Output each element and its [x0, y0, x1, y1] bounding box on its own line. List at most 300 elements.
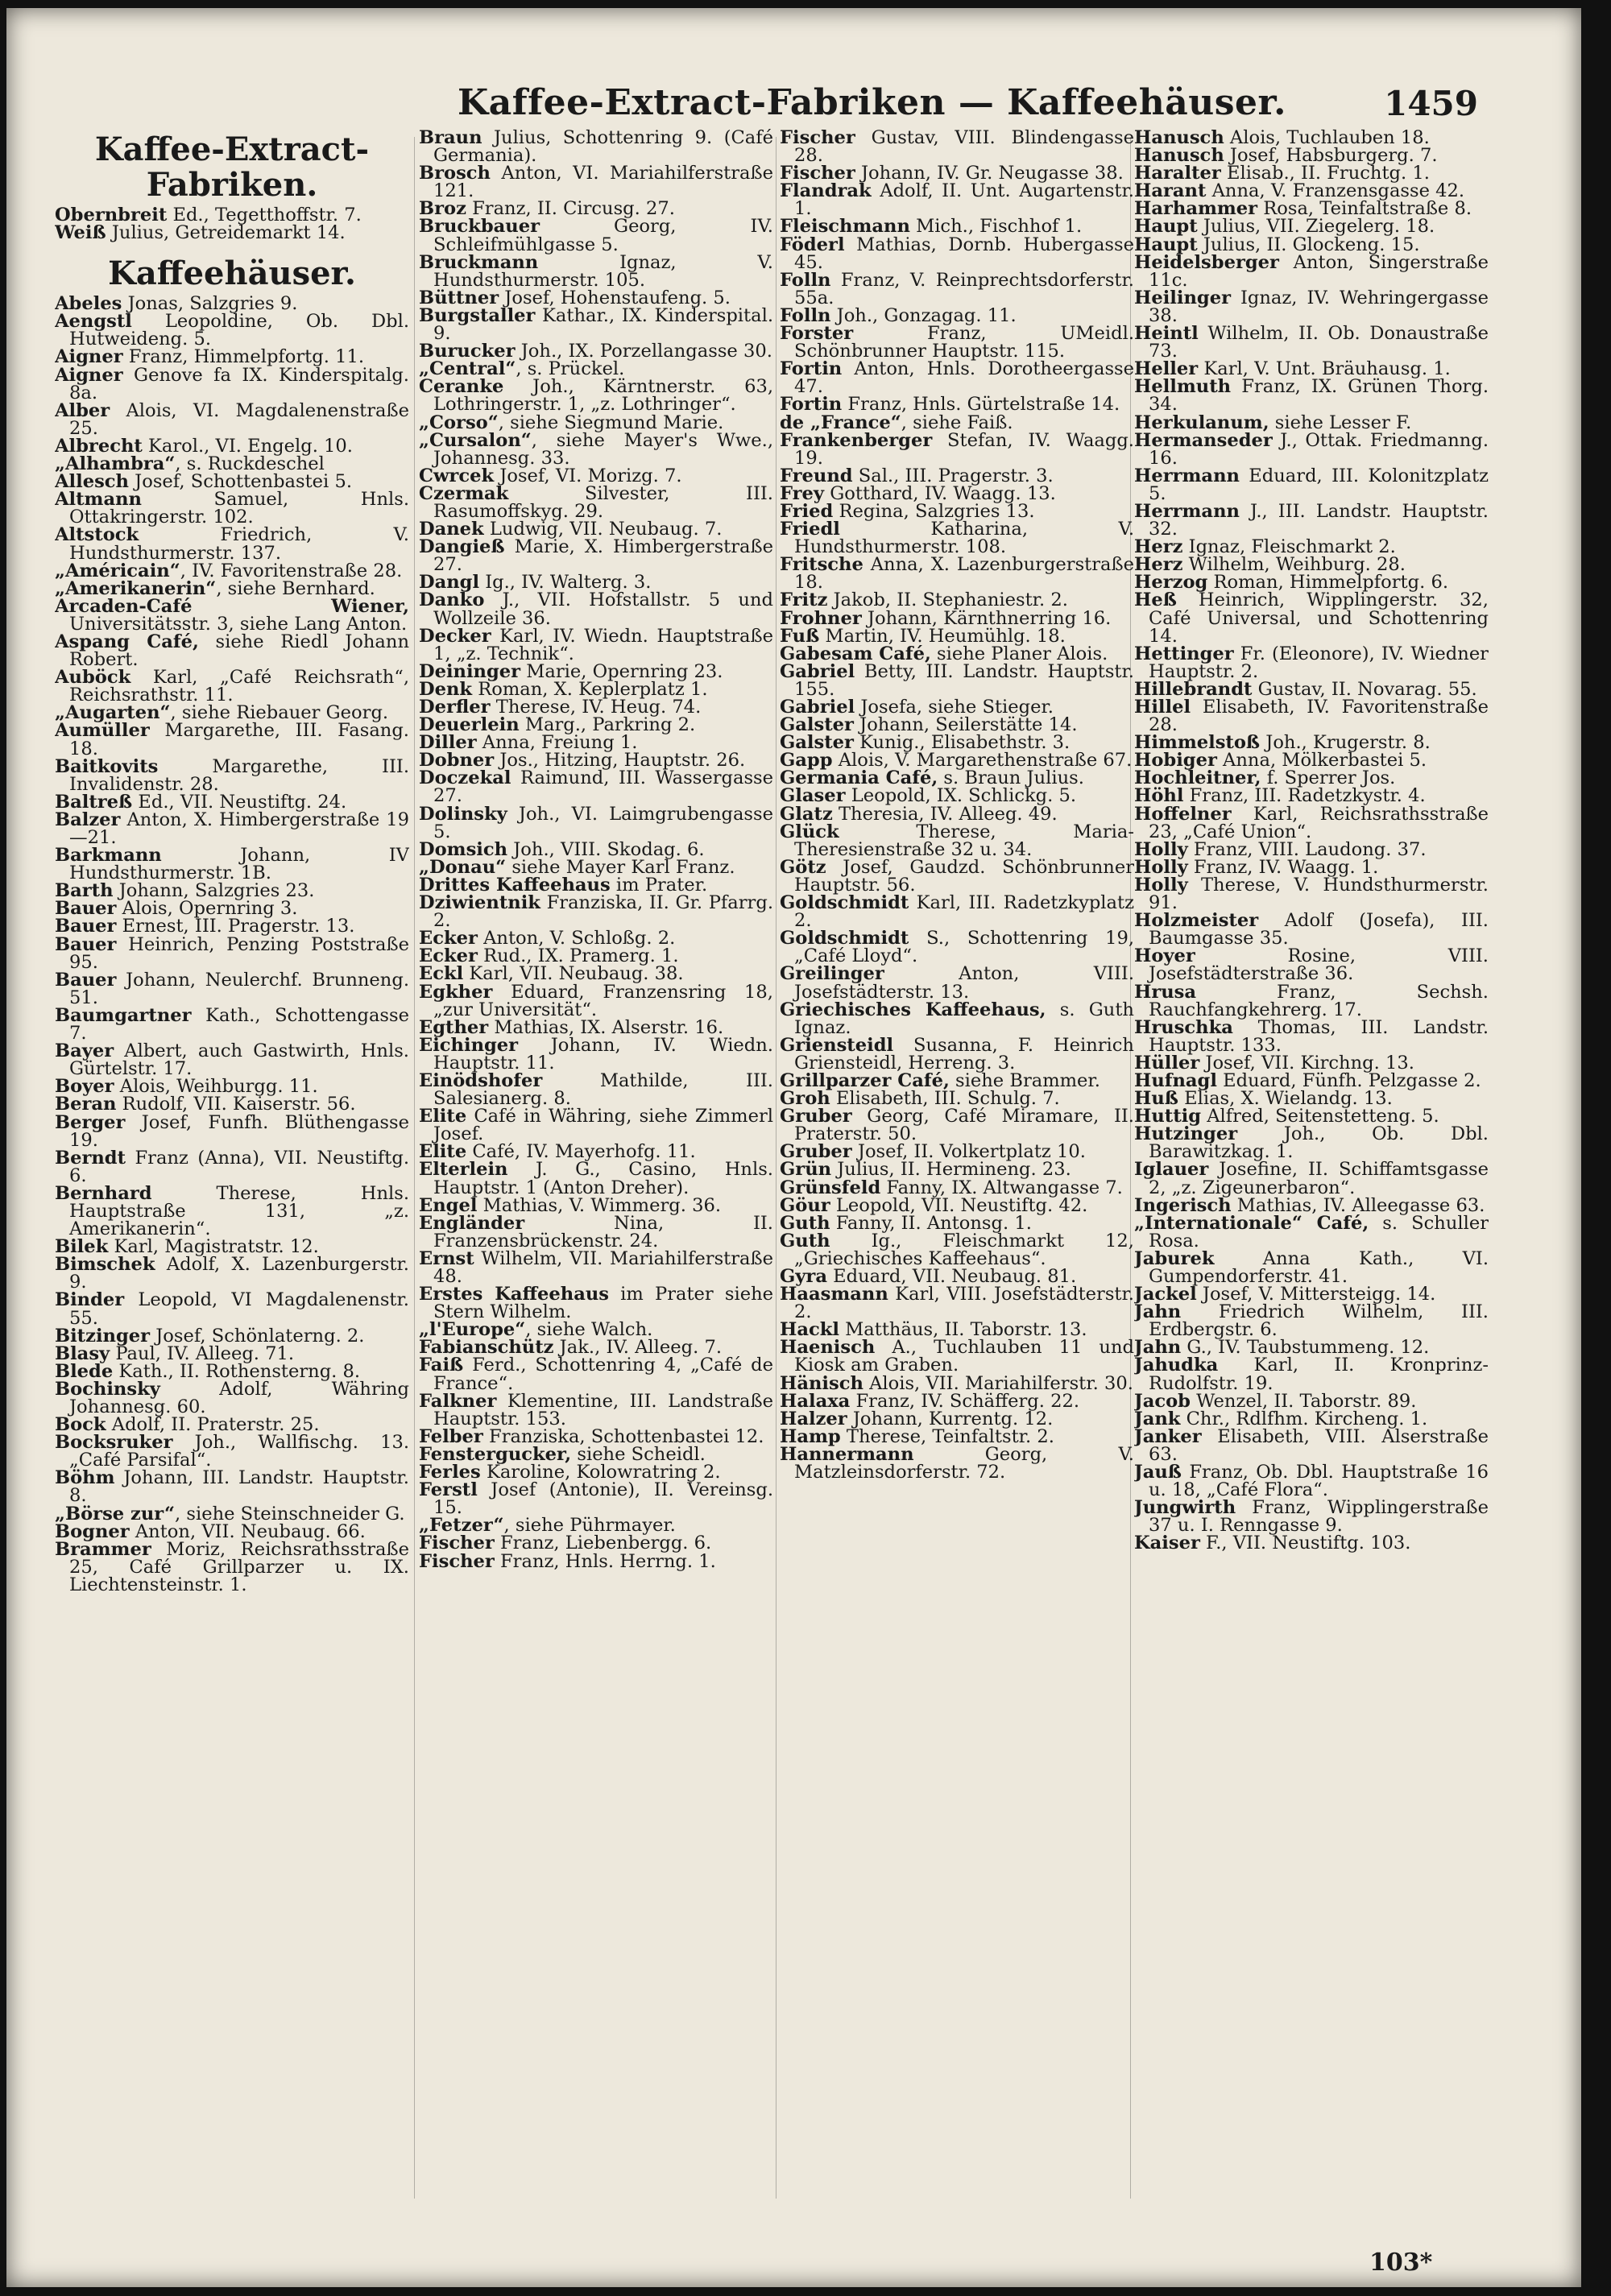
entry-details: Karl, III. Radetzkyplatz 2.: [794, 892, 1134, 932]
entry-name: Brammer: [55, 1538, 151, 1560]
entry-name: Heilinger: [1134, 287, 1231, 308]
entry-details: , siehe Mayer's Wwe., Johannesg. 33.: [433, 429, 773, 469]
entry-name: Aumüller: [55, 720, 150, 742]
directory-entry: [780, 1107, 1134, 1143]
entry-name: Hänisch: [780, 1372, 863, 1394]
running-title: Kaffee-Extract-Fabriken — Kaffeehäuser.: [458, 82, 1286, 123]
entry-details: Anna, Freiung 1.: [476, 732, 638, 754]
directory-entry: [1134, 164, 1489, 182]
directory-entry: [55, 1111, 409, 1151]
directory-entry: [419, 520, 773, 538]
entry-name: Albrecht: [55, 435, 143, 457]
directory-entry: [419, 467, 773, 485]
entries-extract: [55, 206, 409, 242]
entry-details: Wilhelm, II. Ob. Donaustraße 73.: [1149, 323, 1489, 362]
directory-entry: [1134, 236, 1489, 254]
entry-details: f. Sperrer Jos.: [1261, 767, 1396, 789]
entry-name: Elterlein: [419, 1159, 508, 1181]
entry-details: , siehe Steinschneider G.: [175, 1503, 405, 1524]
entry-name: Himmelstoß: [1134, 732, 1261, 754]
entry-details: Katharina, V. Hundsthurmerstr. 108.: [794, 519, 1134, 558]
entry-name: Jaburek: [1134, 1247, 1215, 1269]
entry-details: Jos., Hitzing, Hauptstr. 26.: [494, 750, 746, 772]
directory-entry: [419, 360, 773, 378]
entry-details: Alois, V. Margarethenstraße 67.: [832, 750, 1133, 772]
entry-details: Ignaz, Fleischmarkt 2.: [1182, 536, 1396, 558]
entry-details: Anton, VI. Mariahilferstraße 121.: [433, 163, 773, 202]
entry-name: Freund: [780, 465, 853, 486]
entry-details: im Prater.: [610, 874, 708, 896]
entry-details: Johann, Salzgries 23.: [113, 880, 315, 902]
entry-details: Theresia, IV. Alleeg. 49.: [832, 803, 1058, 825]
entry-details: Eduard, VII. Neubaug. 81.: [826, 1266, 1077, 1287]
directory-entry: [1134, 554, 1489, 576]
directory-entry: [780, 429, 1134, 469]
entry-details: Kath., II. Rothensterng. 8.: [113, 1360, 361, 1382]
entry-name: Forster: [780, 323, 854, 345]
directory-entry: [1134, 1337, 1489, 1359]
directory-entry: [55, 668, 409, 704]
entry-name: Bilek: [55, 1236, 109, 1258]
entry-details: Eduard, III. Kolonitzplatz 5.: [1149, 465, 1489, 504]
directory-entry: [780, 358, 1134, 398]
entry-details: Ed., Tegetthoffstr. 7.: [167, 205, 362, 225]
entry-details: Julius, II. Hermineng. 23.: [831, 1159, 1071, 1181]
directory-entry: [55, 882, 409, 900]
entry-name: Elite: [419, 1106, 467, 1127]
directory-entry: [419, 1319, 773, 1341]
entry-name: Weiß: [55, 222, 106, 244]
entry-details: Chr., Rdlfhm. Kircheng. 1.: [1180, 1408, 1428, 1429]
entry-details: Gotthard, IV. Waagg. 13.: [824, 482, 1056, 504]
entry-details: Josef, Funfh. Blüthengasse 19.: [69, 1111, 409, 1151]
entry-name: Groh: [780, 1088, 830, 1110]
entry-details: im Prater siehe Stern Wilhelm.: [433, 1284, 773, 1323]
entry-details: Anna Kath., VI. Gumpendorferstr. 41.: [1149, 1247, 1489, 1287]
entry-name: Heintl: [1134, 323, 1199, 345]
entry-name: Föderl: [780, 234, 845, 255]
directory-entry: [1134, 912, 1489, 947]
entry-details: Albert, auch Gastwirth, Hnls. Gürtelstr. 17.: [69, 1040, 409, 1080]
entries-col1: [55, 295, 409, 1594]
entry-details: , s. Ruckdeschel: [175, 453, 325, 475]
entry-name: Grün: [780, 1159, 832, 1181]
entry-name: Haasmann: [780, 1284, 888, 1305]
entry-name: Denk: [419, 678, 473, 700]
entry-details: Franz, IX. Grünen Thorg. 34.: [1149, 376, 1489, 416]
entry-details: Ignaz, IV. Wehringergasse 38.: [1149, 287, 1489, 326]
entry-details: Josef, Habsburgerg. 7.: [1224, 145, 1438, 167]
entry-details: Georg, V. Matzleinsdorferstr. 72.: [794, 1443, 1134, 1483]
directory-entry: [55, 524, 409, 564]
entry-name: Jungwirth: [1134, 1497, 1236, 1519]
entry-name: Kaiser: [1134, 1533, 1200, 1554]
directory-entry: [419, 536, 773, 576]
directory-entry: [419, 1194, 773, 1216]
entry-details: Alois, Opernring 3.: [116, 898, 298, 920]
entry-details: Elisabeth, VIII. Alserstraße 63.: [1149, 1425, 1489, 1465]
entry-details: Rud., IX. Pramerg. 1.: [477, 945, 679, 967]
directory-entry: [55, 631, 409, 671]
entry-details: Heinrich, Wipplingerstr. 32, Café Universal, und Schottenring 14.: [1149, 590, 1489, 647]
directory-entry: [55, 846, 409, 882]
entry-name: Haupt: [1134, 234, 1198, 255]
entry-details: Julius, II. Glockeng. 15.: [1197, 234, 1420, 255]
entry-details: Rosa, Teinfaltstraße 8.: [1257, 198, 1472, 220]
entry-details: Paul, IV. Alleeg. 71.: [110, 1342, 295, 1364]
directory-entry: [1134, 1107, 1489, 1125]
entry-details: Anton, VII. Neubaug. 66.: [129, 1520, 366, 1542]
directory-entry: [419, 983, 773, 1019]
entry-details: Franz, Hnls. Herrng. 1.: [494, 1550, 716, 1572]
entry-details: Adolf, II. Unt. Augartenstr. 1.: [794, 180, 1134, 220]
entry-details: Betty, III. Landstr. Hauptstr. 155.: [794, 660, 1134, 700]
entries-col2: [419, 129, 773, 1570]
entry-details: Roman, Himmelpfortg. 6.: [1207, 572, 1449, 594]
entry-details: Alfred, Seitenstetteng. 5.: [1201, 1106, 1439, 1127]
directory-entry: [55, 971, 409, 1007]
entry-name: Fischer: [780, 129, 855, 148]
directory-entry: [419, 429, 773, 469]
entry-name: Galster: [780, 732, 854, 754]
directory-entry: [780, 698, 1134, 716]
directory-entry: [419, 1160, 773, 1196]
entry-name: Jahn: [1134, 1301, 1182, 1323]
entry-details: Jak., IV. Alleeg. 7.: [553, 1337, 722, 1359]
directory-entry: [419, 1479, 773, 1519]
directory-entry: [1134, 1463, 1489, 1499]
entry-name: „Internationale“ Café,: [1134, 1212, 1369, 1234]
directory-entry: [55, 1076, 409, 1098]
directory-entry: [419, 1534, 773, 1552]
directory-entry: [1134, 1410, 1489, 1428]
entry-name: Blede: [55, 1360, 114, 1382]
entry-name: Engel: [419, 1194, 478, 1216]
entry-name: Herrmann: [1134, 500, 1240, 522]
entry-name: Holly: [1134, 874, 1188, 896]
entry-details: J., VII. Hofstallstr. 5 und Wollzeile 36.: [433, 590, 773, 629]
entry-details: J. G., Casino, Hnls. Hauptstr. 1 (Anton Dreher).: [433, 1159, 773, 1198]
directory-entry: [1134, 1301, 1489, 1341]
directory-entry: [1134, 145, 1489, 167]
directory-entry: [780, 732, 1134, 754]
directory-entry: [55, 704, 409, 722]
directory-entry: [419, 1036, 773, 1072]
entry-name: Grünsfeld: [780, 1177, 881, 1198]
directory-entry: [419, 1247, 773, 1287]
entry-details: Mathias, V. Wimmerg. 36.: [477, 1194, 722, 1216]
column-3: [780, 129, 1134, 2223]
entry-details: Josef, II. Volkertplatz 10.: [851, 1141, 1086, 1163]
entry-details: Franz, V. Reinprechtsdorferstr. 55a.: [794, 269, 1134, 308]
entry-name: Engländer: [419, 1212, 525, 1234]
entry-details: siehe Brammer.: [949, 1069, 1100, 1091]
directory-entry: [780, 1194, 1134, 1216]
directory-entry: [55, 206, 409, 224]
directory-entry: [419, 1285, 773, 1321]
entry-name: Heß: [1134, 590, 1177, 611]
entry-details: Rudolf, VII. Kaiserstr. 56.: [116, 1094, 356, 1115]
directory-entry: [1134, 216, 1489, 238]
directory-entry: [780, 1159, 1134, 1181]
directory-entry: [55, 811, 409, 846]
directory-entry: [55, 1342, 409, 1364]
entry-name: Hochleitner,: [1134, 767, 1261, 789]
entry-details: Franz, UMeidl. Schönbrunner Hauptstr. 115.: [794, 323, 1134, 362]
directory-entry: [1134, 538, 1489, 556]
entry-details: Gustav, II. Novarag. 55.: [1252, 678, 1477, 700]
entry-name: Hoffelner: [1134, 803, 1232, 825]
directory-entry: [780, 1443, 1134, 1483]
directory-entry: [419, 716, 773, 734]
directory-page: [6, 8, 1581, 2287]
entry-details: Ernest, III. Pragerstr. 13.: [116, 916, 355, 937]
entry-name: Bauer: [55, 933, 117, 955]
directory-entry: [780, 963, 1134, 1003]
entry-name: „Augarten“: [55, 702, 171, 724]
entry-name: Dziwientnik: [419, 892, 540, 914]
entry-details: Samuel, Hnls. Ottakringerstr. 102.: [69, 489, 409, 528]
entry-name: Dangieß: [419, 536, 505, 558]
entry-name: Doczekal: [419, 767, 511, 789]
entry-details: Anton, Singerstraße 11c.: [1149, 251, 1489, 291]
directory-entry: [780, 750, 1134, 772]
entry-details: Therese, Hnls. Hauptstraße 131, „z. Amerikanerin“.: [69, 1182, 409, 1240]
directory-entry: [55, 898, 409, 920]
entry-details: Joh., VI. Laimgrubengasse 5.: [433, 803, 773, 842]
entry-name: Burucker: [419, 341, 516, 362]
entry-name: Gruber: [780, 1141, 852, 1163]
entry-details: Alois, VII. Mariahilferstr. 30.: [863, 1372, 1133, 1394]
directory-entry: [419, 376, 773, 416]
entry-name: Alber: [55, 399, 110, 421]
directory-entry: [55, 1004, 409, 1045]
entry-name: „Amerikanerin“: [55, 577, 217, 599]
directory-entry: [1134, 1069, 1489, 1091]
entry-name: Frankenberger: [780, 429, 933, 451]
entry-details: Klementine, III. Landstraße Hauptstr. 153.: [433, 1390, 773, 1429]
entry-details: Georg, IV. Schleifmühlgasse 5.: [433, 216, 773, 255]
directory-entry: [780, 769, 1134, 787]
entry-name: Folln: [780, 304, 831, 326]
entry-name: Iglauer: [1134, 1159, 1209, 1181]
directory-entry: [55, 490, 409, 526]
directory-entry: [55, 577, 409, 599]
entry-name: Guth: [780, 1230, 830, 1251]
directory-entry: [1134, 572, 1489, 594]
entry-name: Berger: [55, 1111, 126, 1133]
section-heading-kaffeehaeuser: Kaffeehäuser.: [108, 254, 356, 293]
entry-name: Drittes Kaffeehaus: [419, 874, 611, 896]
directory-entry: [419, 698, 773, 716]
entry-details: Mich., Fischhof 1.: [909, 216, 1083, 238]
entry-name: Dobner: [419, 750, 495, 772]
entry-details: Friedrich, V. Hundsthurmerstr. 137.: [69, 524, 409, 564]
directory-entry: [780, 520, 1134, 556]
directory-entry: [55, 1042, 409, 1078]
entry-name: Hillel: [1134, 697, 1191, 718]
entry-details: Marie, Opernring 23.: [520, 660, 723, 682]
entry-name: Decker: [419, 625, 491, 647]
entry-details: Franz, IV. Schäfferg. 22.: [850, 1390, 1080, 1412]
entry-name: Burgstaller: [419, 304, 536, 326]
entry-name: Fortin: [780, 394, 843, 416]
entry-name: Halaxa: [780, 1390, 851, 1412]
entry-name: Aigner: [55, 346, 123, 368]
entry-details: Karl, IV. Wiedn. Hauptstraße 1, „z. Technik“.: [433, 625, 773, 664]
entry-name: Hanusch: [1134, 145, 1224, 167]
directory-entry: [55, 1256, 409, 1291]
entry-name: Fritsche: [780, 554, 863, 576]
directory-entry: [55, 1149, 409, 1185]
directory-entry: [780, 1319, 1134, 1341]
entry-details: Kath., Schottengasse 7.: [69, 1004, 409, 1045]
entry-name: Hellmuth: [1134, 376, 1232, 398]
directory-entry: [419, 876, 773, 894]
entry-details: Elisab., II. Fruchtg. 1.: [1220, 163, 1430, 184]
entry-details: , IV. Favoritenstraße 28.: [180, 560, 403, 581]
entry-name: Hettinger: [1134, 643, 1234, 664]
entry-name: Grillparzer Café,: [780, 1069, 950, 1091]
directory-entry: [419, 1425, 773, 1447]
entry-name: Baumgartner: [55, 1004, 192, 1026]
directory-entry: [419, 1337, 773, 1359]
entry-details: Silvester, III. Rasumoffskyg. 29.: [433, 482, 773, 522]
entry-name: Höhl: [1134, 785, 1184, 807]
directory-entry: [419, 750, 773, 772]
entry-name: Huß: [1134, 1088, 1178, 1110]
entry-name: Gabriel: [780, 660, 855, 682]
directory-entry: [55, 1505, 409, 1523]
entry-details: Regina, Salzgries 13.: [833, 500, 1035, 522]
directory-entry: [419, 1463, 773, 1481]
entry-details: Wenzel, II. Taborstr. 89.: [1190, 1390, 1417, 1412]
column-rule: [776, 137, 777, 2199]
entry-name: Hutzinger: [1134, 1123, 1238, 1145]
entry-details: Mathias, Dornb. Hubergasse 45.: [794, 234, 1134, 273]
entry-details: Karoline, Kolowratring 2.: [480, 1462, 721, 1483]
entry-name: Hermanseder: [1134, 429, 1273, 451]
entry-details: Georg, Café Miramare, II. Praterstr. 50.: [794, 1106, 1134, 1145]
entry-name: Jauß: [1134, 1462, 1182, 1483]
directory-entry: [419, 732, 773, 754]
entry-details: Wilhelm, Weihburg. 28.: [1182, 554, 1406, 576]
directory-entry: [55, 224, 409, 242]
entry-name: Jahn: [1134, 1337, 1182, 1359]
entry-name: Hanusch: [1134, 129, 1224, 148]
directory-entry: [55, 1414, 409, 1436]
entry-details: Karl, Magistratstr. 12.: [108, 1236, 319, 1258]
entry-name: de „France“: [780, 412, 901, 433]
entry-details: siehe Riedl Johann Robert.: [69, 631, 409, 671]
entry-name: Braun: [419, 129, 482, 148]
entry-details: Adolf, Währing Johannesg. 60.: [69, 1378, 409, 1417]
directory-entry: [780, 482, 1134, 504]
entry-name: Hoyer: [1134, 945, 1195, 967]
directory-entry: [419, 217, 773, 253]
entry-details: Genove fa IX. Kinderspitalg. 8a.: [69, 364, 409, 403]
entry-name: Erstes Kaffeehaus: [419, 1284, 610, 1305]
directory-entry: [1134, 467, 1489, 503]
page-header: [6, 82, 1581, 130]
entry-name: Heller: [1134, 358, 1199, 380]
entry-name: Flandrak: [780, 180, 872, 202]
entry-name: Hruschka: [1134, 1016, 1233, 1038]
entry-name: Ingerisch: [1134, 1194, 1232, 1216]
entry-name: Fleischmann: [780, 216, 910, 238]
directory-entry: [780, 394, 1134, 416]
directory-entry: [55, 755, 409, 795]
entry-details: Alois, Weihburgg. 11.: [114, 1076, 318, 1098]
directory-entry: [55, 437, 409, 455]
directory-entry: [55, 1289, 409, 1329]
entry-name: Bogner: [55, 1520, 130, 1542]
entry-name: Blasy: [55, 1342, 110, 1364]
entry-details: Josef, Schottenbastei 5.: [128, 471, 353, 493]
directory-entry: [55, 455, 409, 473]
entry-details: Franz, Liebenbergg. 6.: [494, 1533, 712, 1554]
entry-details: Franz, IV. Waagg. 1.: [1187, 856, 1379, 878]
entry-name: Harant: [1134, 180, 1207, 202]
entry-details: Jakob, II. Stephaniestr. 2.: [827, 590, 1068, 611]
directory-entry: [780, 180, 1134, 220]
entry-name: Danek: [419, 519, 484, 540]
entry-details: Leopoldine, Ob. Dbl. Hutweideng. 5.: [69, 311, 409, 350]
directory-entry: [419, 129, 773, 167]
entry-name: Ecker: [419, 945, 478, 967]
directory-entry: [780, 325, 1134, 360]
directory-entry: [419, 1107, 773, 1143]
entry-details: Joh., Ob. Dbl. Barawitzkag. 1.: [1149, 1123, 1489, 1163]
directory-entry: [55, 399, 409, 439]
entry-name: Baltreß: [55, 791, 133, 813]
entry-details: siehe Planer Alois.: [930, 643, 1108, 664]
page-number: 1459: [1384, 84, 1478, 123]
entry-name: Griensteidl: [780, 1034, 894, 1056]
entry-details: Susanna, F. Heinrich Griensteidl, Herreng. 3.: [794, 1034, 1134, 1074]
column-2: [419, 129, 773, 2223]
directory-entry: [1134, 360, 1489, 378]
entry-name: Aspang Café,: [55, 631, 199, 652]
entry-name: Barkmann: [55, 845, 162, 867]
entry-details: Ig., Fleischmarkt 12, „Griechisches Kaffeehaus“.: [794, 1230, 1134, 1269]
directory-entry: [419, 678, 773, 700]
entry-details: Joh., Krugerstr. 8.: [1260, 732, 1431, 754]
entry-name: Hamp: [780, 1425, 841, 1447]
entry-details: , s. Prückel.: [516, 358, 625, 380]
entry-details: Joh., Wallfischg. 13. „Café Parsifal“.: [69, 1432, 409, 1471]
entry-details: Therese, Maria-Theresienstraße 32 u. 34.: [794, 821, 1134, 860]
directory-entry: [1134, 858, 1489, 876]
entry-details: Marg., Parkring 2.: [519, 714, 696, 736]
column-rule: [414, 137, 415, 2199]
entry-details: Josefa, siehe Stieger.: [855, 697, 1054, 718]
entry-details: Alois, Tuchlauben 18.: [1224, 129, 1430, 148]
entry-details: Franz, Ob. Dbl. Hauptstraße 16 u. 18, „Café Flora“.: [1149, 1462, 1489, 1501]
directory-entry: [1134, 769, 1489, 787]
entry-name: „Fetzer“: [419, 1515, 504, 1537]
directory-entry: [1134, 1534, 1489, 1552]
entry-name: Bayer: [55, 1040, 114, 1062]
entry-details: Josef, Gaudzd. Schönbrunner Hauptstr. 56.: [794, 856, 1134, 896]
directory-entry: [55, 1360, 409, 1382]
entry-name: Bitzinger: [55, 1325, 151, 1347]
entry-name: Domsich: [419, 838, 508, 860]
entry-details: Josef, V. Mittersteigg. 14.: [1196, 1284, 1436, 1305]
entry-details: Therese, Teinfaltstr. 2.: [840, 1425, 1054, 1447]
entry-name: Holly: [1134, 856, 1188, 878]
entry-details: F., VII. Neustiftg. 103.: [1199, 1533, 1411, 1554]
